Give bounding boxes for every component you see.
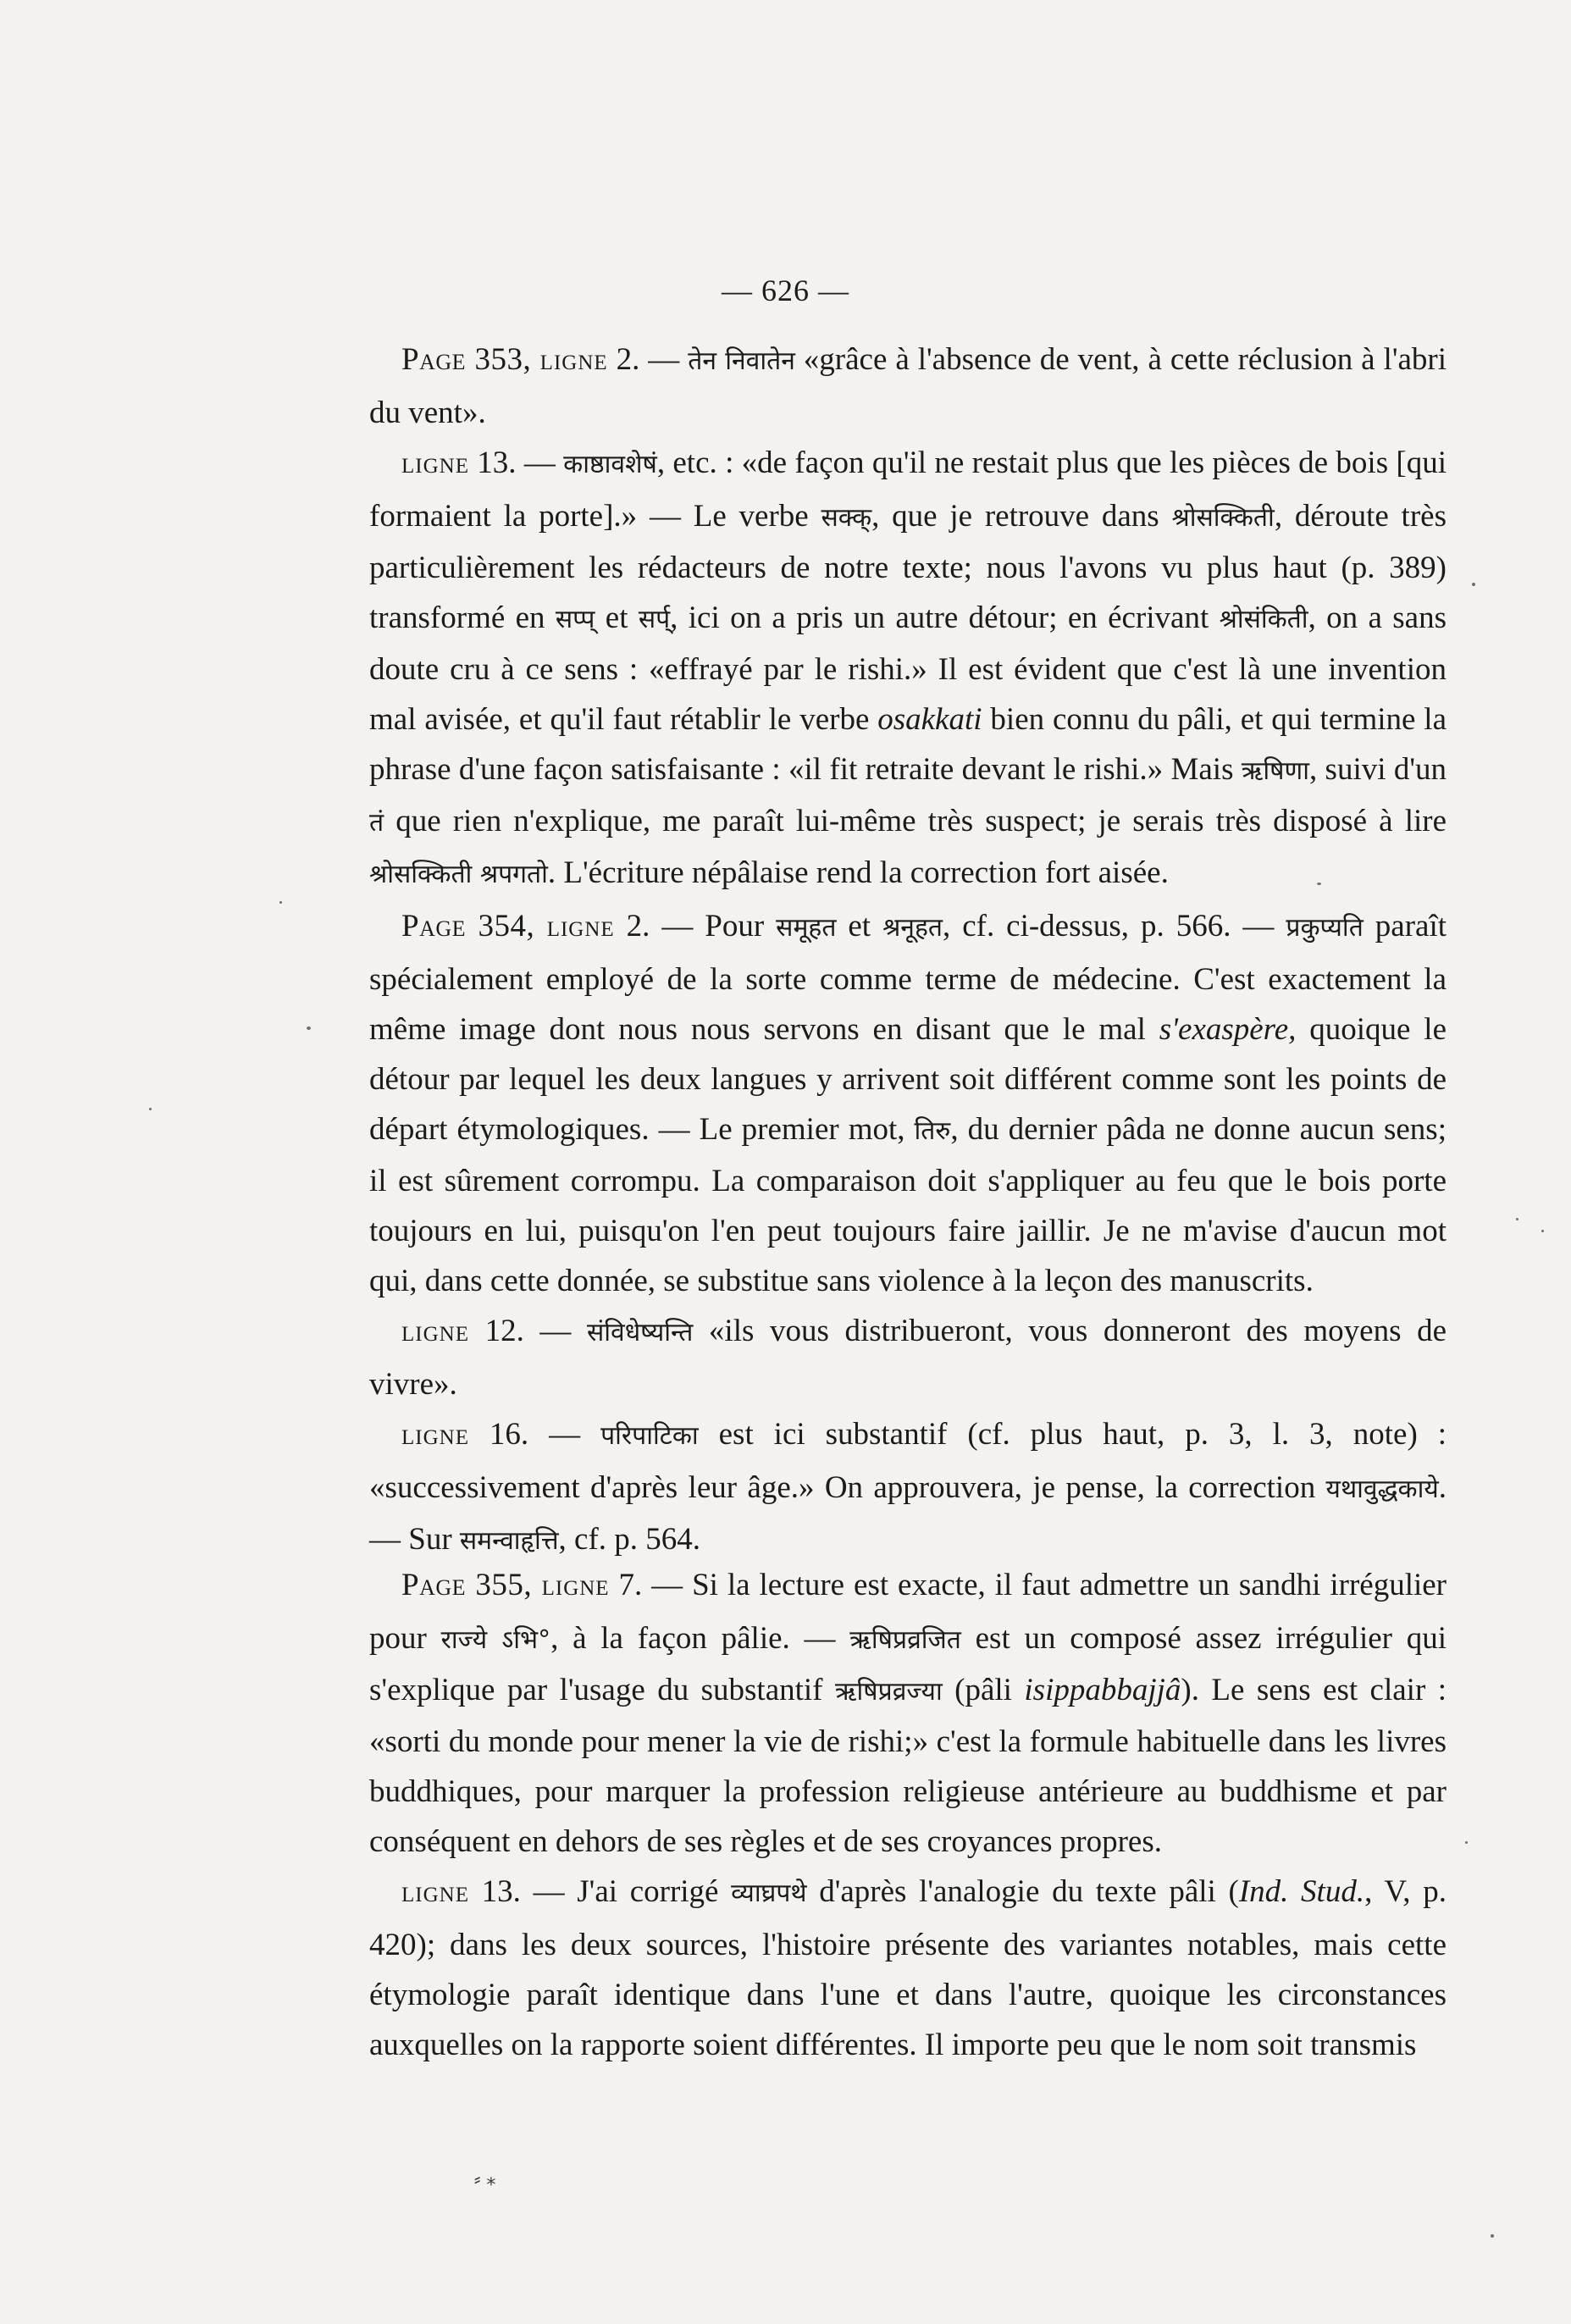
paragraph <box>369 901 1447 1306</box>
paragraph <box>369 438 1447 899</box>
text-run: , ici on a pris un autre détour; en écrivant <box>670 600 1220 635</box>
sanskrit-term: ऋषिप्रव्रजित <box>849 1625 961 1655</box>
text-run: , V, p. 420); dans les deux sources, l'histoire présente des variantes notables, mais cette étymologie paraît identique dans l'une et dans l'autre, quoique les circonstances auxquelles on la rapporte soient différentes. Il importe peu que le nom soit transmis <box>369 1874 1447 2062</box>
scan-speck <box>149 1108 152 1110</box>
sanskrit-term: ऋषिणा <box>1241 756 1309 786</box>
text-run: . L'écriture népâlaise rend la correction fort aisée. <box>547 855 1169 890</box>
text-run: est ici substantif (cf. plus haut, p. 3, l. 3, note) : «successivement d'après leur âge.» On approuvera, je pense, la correction <box>369 1417 1447 1505</box>
italic-term: s'exaspère, <box>1159 1012 1297 1047</box>
sanskrit-term: तेन निवातेन <box>688 346 795 376</box>
text-run: 13. — <box>468 445 564 480</box>
text-run: , du dernier pâda ne donne aucun sens; il est sûrement corrompu. La comparaison doit s'appliquer au feu que le bois porte toujours en lui, puisqu'on l'en peut toujours faire jaillir. Je ne m'avise d'aucun mot qui, dans cette donnée, se substitue sans violence à la leçon des manuscrits. <box>369 1112 1447 1298</box>
text-run: que rien n'explique, me paraît lui-même très suspect; je serais très disposé à lire <box>384 804 1447 838</box>
sanskrit-term: परिपाटिका <box>600 1421 699 1451</box>
text-run: «grâce à l'absence de vent, à cette réclusion à l'abri du vent». <box>369 342 1447 430</box>
sanskrit-term: यथावुद्धकाये <box>1325 1475 1439 1504</box>
section-page-354 <box>369 901 1447 1566</box>
text-run: , à la façon pâlie. — <box>550 1621 850 1656</box>
text-run: et <box>595 600 639 635</box>
section-page-353 <box>369 335 1447 899</box>
text-run: , etc. : «de façon qu'il ne restait plus que les pièces de bois [qui formaient la porte].» — Le verbe <box>369 445 1447 534</box>
text-run: paraît spécialement employé de la sorte comme terme de médecine. C'est exactement la même image dont nous nous servons en disant que le mal <box>369 909 1447 1047</box>
text-run: 12. — <box>468 1314 587 1348</box>
sanskrit-term: श्रोसंकिती <box>1219 605 1308 634</box>
sanskrit-term: संविधेष्यन्ति <box>587 1318 694 1347</box>
reference-label: Page 353, <box>401 342 540 377</box>
sanskrit-term: राज्ये ऽभि° <box>440 1625 551 1655</box>
text-run: 13. — J'ai corrigé <box>468 1874 732 1909</box>
sanskrit-term: सप्प् <box>555 605 595 634</box>
paragraph <box>369 1867 1447 2070</box>
reference-label: LIGNE <box>401 1323 469 1346</box>
text-run: 7. — Si la lecture est exacte, il faut admettre un sandhi irrégulier pour <box>369 1568 1447 1656</box>
sanskrit-term: सर्प् <box>638 605 671 634</box>
sanskrit-term: समन्वाहृत्ति <box>459 1526 559 1556</box>
sanskrit-term: तिरु <box>914 1116 951 1146</box>
sanskrit-term: प्रकुप्यति <box>1286 913 1364 943</box>
text-run: bien connu du pâli, et qui termine la phrase d'une façon satisfaisante : «il fit retraite devant le rishi.» Mais <box>369 702 1447 787</box>
reference-label: LIGNE <box>401 1884 469 1906</box>
text-run: et <box>836 909 883 943</box>
paragraph <box>369 1306 1447 1409</box>
text-run: d'après l'analogie du texte pâli ( <box>806 1874 1239 1909</box>
italic-term: isippabbajjâ <box>1024 1673 1181 1707</box>
sanskrit-term: ऋषिप्रव्रज्या <box>834 1677 943 1707</box>
text-run: , on a sans doute cru à ce sens : «effrayé par le rishi.» Il est évident que c'est là une invention mal avisée, et qu'il faut rétablir le verbe <box>369 600 1447 737</box>
scan-speck <box>1465 1841 1468 1844</box>
sanskrit-term: काष्ठावशेषं <box>563 450 657 479</box>
text-run: , cf. ci-dessus, p. 566. — <box>942 909 1286 943</box>
page-number: — 626 — <box>722 274 849 307</box>
text-run: 2. — <box>607 342 689 377</box>
paragraph <box>369 1560 1447 1867</box>
text-run: «ils vous distribueront, vous donneront des moyens de vivre». <box>369 1314 1447 1402</box>
sanskrit-term: श्रोसक्किती श्रपगतो <box>369 860 548 889</box>
text-run: . — Sur <box>369 1470 1447 1557</box>
sanskrit-term: समूहत <box>776 913 837 943</box>
reference-label: LIGNE <box>401 1426 469 1449</box>
footer-printer-mark: ⸗ ⁎ <box>474 2169 496 2190</box>
sanskrit-term: श्रोसक्किती <box>1171 503 1275 533</box>
scan-speck <box>1472 583 1475 586</box>
text-run: 16. — <box>468 1417 601 1452</box>
sanskrit-term: सक्क् <box>821 503 872 533</box>
italic-term: Ind. Stud. <box>1238 1874 1365 1909</box>
scan-speck <box>1491 2234 1494 2238</box>
text-run: ). Le sens est clair : «sorti du monde pour mener la vie de rishi;» c'est la formule habituelle dans les livres buddhiques, pour marquer la profession religieuse antérieure au buddhisme et par conséquent en dehors de ses règles et de ses croyances propres. <box>369 1673 1447 1859</box>
text-run: , cf. p. 564. <box>558 1522 701 1557</box>
scan-speck <box>1541 1230 1544 1232</box>
italic-term: osakkati <box>877 702 982 737</box>
scan-speck <box>1516 1218 1518 1220</box>
reference-label: LIGNE <box>539 351 608 374</box>
text-run: (pâli <box>942 1673 1025 1707</box>
reference-label: LIGNE <box>546 918 615 941</box>
text-run: 2. — Pour <box>614 909 777 943</box>
text-run: , que je retrouve dans <box>871 499 1172 534</box>
section-page-355 <box>369 1560 1447 2070</box>
reference-label: LIGNE <box>401 455 469 478</box>
text-run: , déroute très particulièrement les rédacteurs de notre texte; nous l'avons vu plus haut (p. 389) transformé en <box>369 499 1447 635</box>
sanskrit-term: व्याघ्रपथे <box>731 1879 807 1908</box>
sanskrit-term: श्रनूहत <box>882 913 943 943</box>
scan-speck <box>279 901 282 904</box>
reference-label: LIGNE <box>541 1577 610 1600</box>
scan-speck <box>1317 883 1321 885</box>
text-run: quoique le détour par lequel les deux langues y arrivent soit différent comme sont les points de départ étymologiques. — Le premier mot, <box>369 1012 1447 1147</box>
paragraph <box>369 335 1447 438</box>
text-run: est un composé assez irrégulier qui s'explique par l'usage du substantif <box>369 1621 1447 1707</box>
reference-label: Page 355, <box>401 1568 542 1602</box>
paragraph <box>369 1409 1447 1566</box>
sanskrit-term: तं <box>369 808 384 838</box>
text-run: , suivi d'un <box>1308 752 1447 787</box>
reference-label: Page 354, <box>401 909 547 943</box>
scan-speck <box>307 1026 311 1030</box>
